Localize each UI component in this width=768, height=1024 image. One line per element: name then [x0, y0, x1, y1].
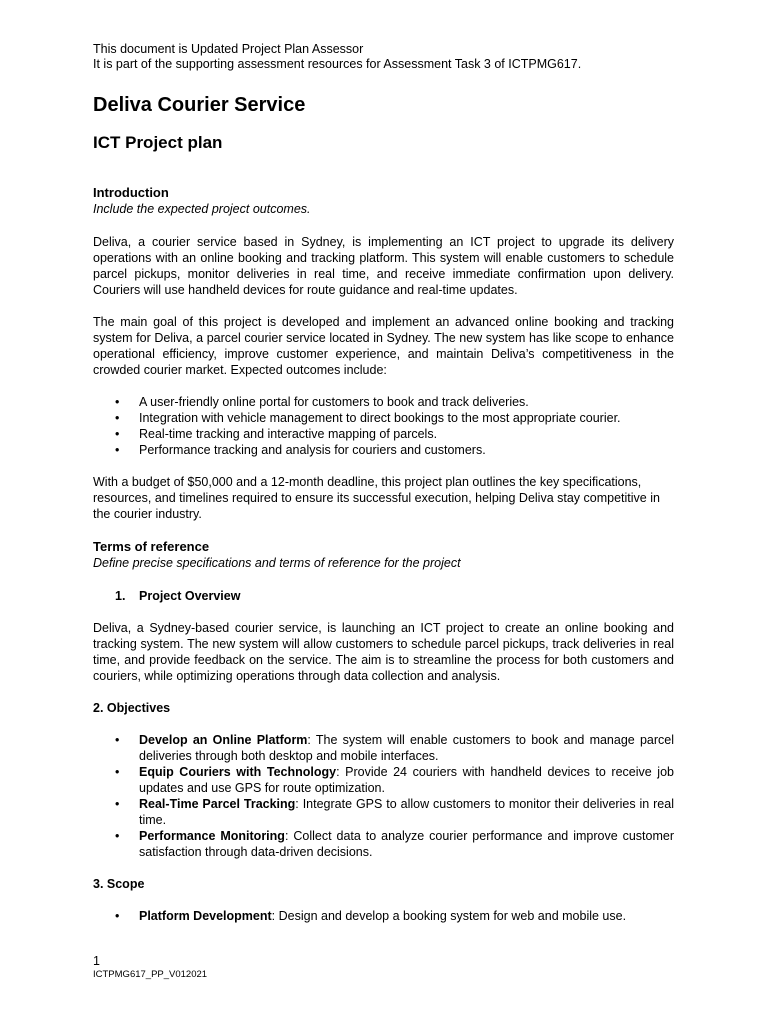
bullet-icon: •: [115, 909, 120, 923]
terms-heading: Terms of reference: [93, 539, 210, 554]
scope-list: [93, 908, 674, 924]
project-overview-text: Deliva, a Sydney-based courier service, is launching an ICT project to create an online booking and tracking system. The new system will allow customers to schedule parcel pickups, track deliveries in real time, and provide feedback on the service. The aim is to streamline the process for both customers and couriers, while optimizing operations through data collection and analysis.: [93, 621, 674, 683]
bullet-icon: •: [115, 427, 120, 441]
bullet-icon: •: [115, 765, 120, 779]
list-item: • Performance Monitoring: Collect data to analyze courier performance and improve customer satisfaction through data-driven decisions.: [115, 829, 675, 859]
introduction-paragraph-2: The main goal of this project is developed and implement an advanced online booking and tracking system for Deliva, a parcel courier service located in Sydney. The new system has like scope to enhance operational efficiency, improve customer experience, and maintain Deliva’s competitiveness in the crowded courier market. Expected outcomes include:: [93, 315, 674, 377]
introduction-hint: Include the expected project outcomes.: [93, 202, 311, 216]
list-item: • A user-friendly online portal for customers to book and track deliveries.: [115, 395, 529, 409]
document-subtitle: ICT Project plan: [93, 133, 223, 152]
list-item: • Performance tracking and analysis for couriers and customers.: [115, 443, 486, 457]
terms-hint: Define precise specifications and terms of reference for the project: [93, 556, 461, 570]
bullet-icon: •: [115, 733, 120, 747]
bullet-icon: •: [115, 443, 120, 457]
list-item: • Platform Development: Design and develop a booking system for web and mobile use.: [115, 909, 627, 923]
list-item: • Real-time tracking and interactive mapping of parcels.: [115, 427, 438, 441]
overview-title: Project Overview: [139, 589, 241, 603]
introduction-paragraph-1: Deliva, a courier service based in Sydney, is implementing an ICT project to upgrade its delivery operations with an online booking and tracking platform. This system will enable customers to schedule parcel pickups, monitor deliveries in real time, and receive immediate confirmation upon delivery. Couriers will use handheld devices for route guidance and real-time updates.: [93, 235, 674, 297]
introduction-heading: Introduction: [93, 185, 169, 200]
scope-heading: 3. Scope: [93, 877, 145, 891]
bullet-icon: •: [115, 829, 120, 843]
list-item: • Equip Couriers with Technology: Provide 24 couriers with handheld devices to receive job updates and use GPS for route optimization.: [115, 765, 674, 795]
document-code: ICTPMG617_PP_V012021: [93, 969, 208, 980]
introduction-paragraph-3: With a budget of $50,000 and a 12-month deadline, this project plan outlines the key specifications, resources, and timelines required to ensure its successful execution, helping Deliva stay competitive in the courier industry.: [93, 475, 660, 521]
bullet-icon: •: [115, 411, 120, 425]
header-line-1: This document is Updated Project Plan Assessor: [93, 42, 364, 56]
overview-number: 1.: [115, 589, 126, 603]
bullet-icon: •: [115, 395, 120, 409]
document-title: Deliva Courier Service: [93, 94, 306, 116]
objectives-heading: 2. Objectives: [93, 701, 171, 715]
page-number: 1: [93, 954, 100, 968]
project-overview-heading: [93, 588, 674, 604]
document-header: [93, 42, 581, 72]
bullet-icon: •: [115, 797, 120, 811]
header-line-2: It is part of the supporting assessment resources for Assessment Task 3 of ICTPMG617.: [93, 57, 582, 71]
list-item: • Integration with vehicle management to direct bookings to the most appropriate courier.: [115, 411, 621, 425]
outcomes-list: [93, 394, 674, 458]
list-item: • Real-Time Parcel Tracking: Integrate GPS to allow customers to monitor their deliveries in real time.: [115, 797, 674, 827]
document-body: [93, 185, 674, 924]
objectives-list: [93, 732, 674, 860]
list-item: • Develop an Online Platform: The system will enable customers to book and manage parcel deliveries through both desktop and mobile interfaces.: [115, 733, 674, 763]
